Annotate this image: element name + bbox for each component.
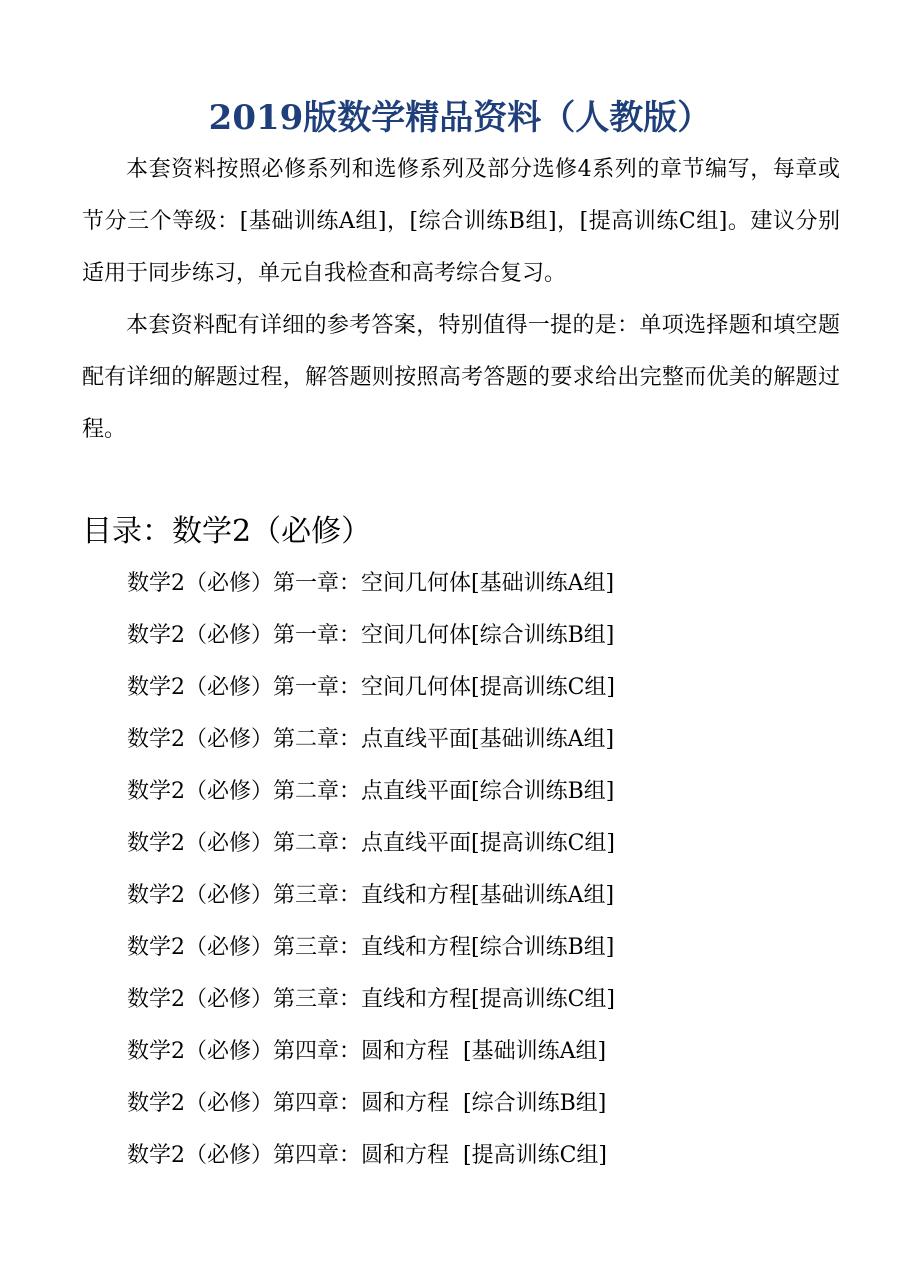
table-of-contents	[127, 558, 615, 1182]
toc-item: 数学2（必修）第一章：空间几何体[综合训练B组]	[127, 623, 615, 648]
toc-item: 数学2（必修）第四章：圆和方程 [基础训练A组]	[127, 1039, 607, 1064]
toc-item: 数学2（必修）第二章：点直线平面[综合训练B组]	[127, 779, 615, 804]
intro-paragraph-2	[82, 300, 840, 456]
toc-item: 数学2（必修）第三章：直线和方程[基础训练A组]	[127, 883, 615, 908]
toc-item: 数学2（必修）第一章：空间几何体[提高训练C组]	[127, 675, 615, 700]
toc-item: 数学2（必修）第三章：直线和方程[提高训练C组]	[127, 987, 615, 1012]
intro-paragraph-text: 本套资料配有详细的参考答案，特别值得一提的是：单项选择题和填空题配有详细的解题过程，解答题则按照高考答题的要求给出完整而优美的解题过程。	[82, 313, 840, 442]
toc-item: 数学2（必修）第一章：空间几何体[基础训练A组]	[127, 571, 615, 596]
toc-heading: 目录：数学2（必修）	[82, 514, 372, 549]
toc-item: 数学2（必修）第三章：直线和方程[综合训练B组]	[127, 935, 615, 960]
document-title: 2019版数学精品资料（人教版）	[208, 98, 712, 138]
toc-item: 数学2（必修）第二章：点直线平面[基础训练A组]	[127, 727, 615, 752]
intro-paragraph-1	[82, 144, 840, 300]
toc-item: 数学2（必修）第二章：点直线平面[提高训练C组]	[127, 831, 615, 856]
toc-item: 数学2（必修）第四章：圆和方程 [综合训练B组]	[127, 1091, 607, 1116]
toc-item: 数学2（必修）第四章：圆和方程 [提高训练C组]	[127, 1143, 607, 1168]
intro-paragraph-text: 本套资料按照必修系列和选修系列及部分选修4系列的章节编写，每章或节分三个等级：[基础训练A组]，[综合训练B组]，[提高训练C组]。建议分别适用于同步练习，单元自我检查和高考综合复习。	[82, 157, 840, 286]
